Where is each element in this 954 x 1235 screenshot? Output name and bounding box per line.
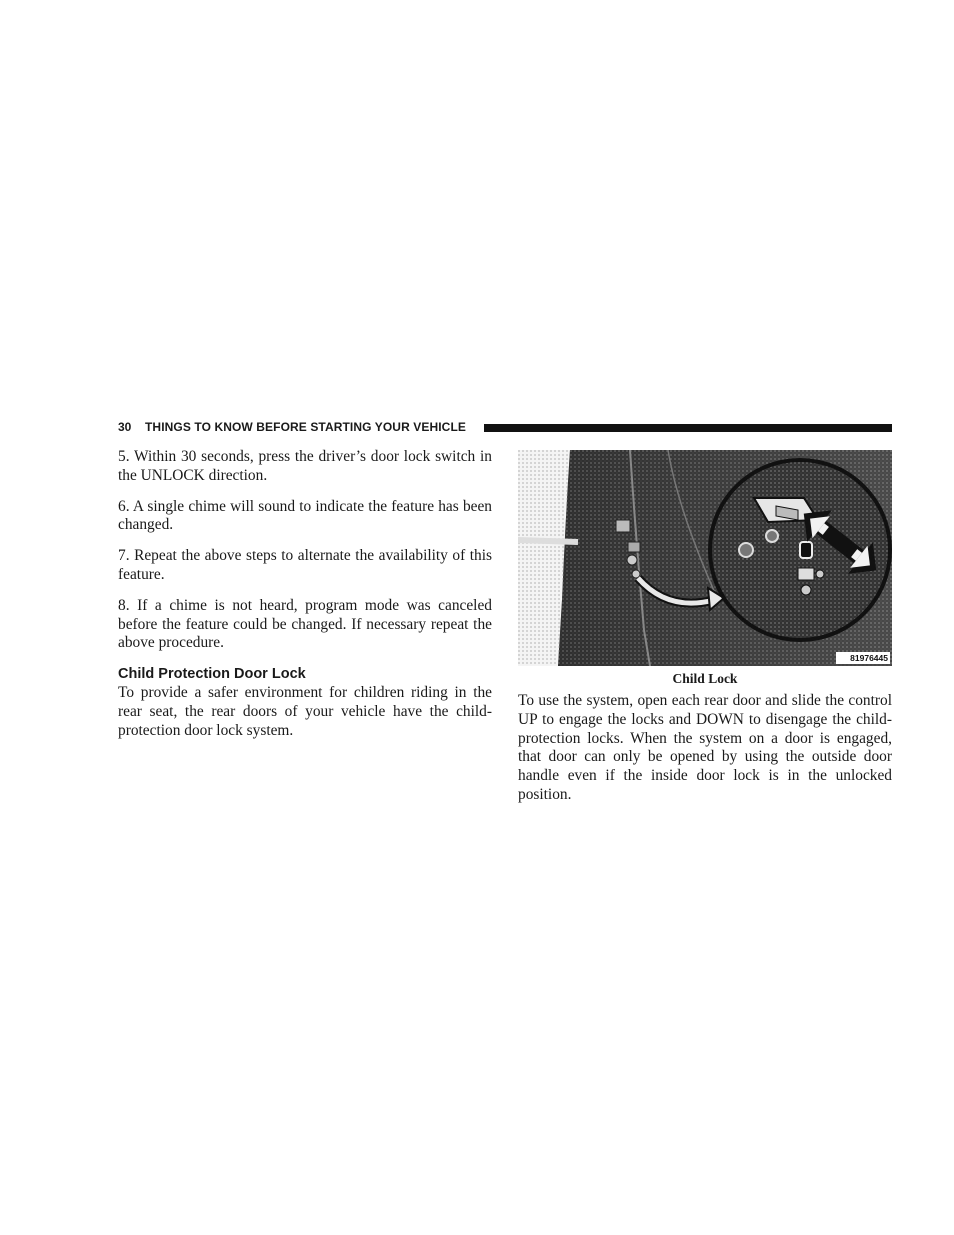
step-6: 6. A single chime will sound to indicate the feature has been changed. [118, 497, 492, 534]
step-8: 8. If a chime is not heard, program mode was canceled before the feature could be changed. If necessary repeat the above procedure. [118, 596, 492, 652]
section-heading: Child Protection Door Lock [118, 666, 306, 683]
header-rule-bar [484, 424, 892, 432]
step-7: 7. Repeat the above steps to alternate the availability of this feature. [118, 547, 492, 583]
running-header [118, 419, 892, 437]
step-5: 5. Within 30 seconds, press the driver’s door lock switch in the UNLOCK direction. [118, 448, 492, 484]
right-body-paragraph: To use the system, open each rear door and slide the control UP to engage the locks and DOWN to disengage the child-protection locks. When the system on a door is engaged, that door can only be opened by using the outside door handle even if the inside door lock is in the unlocked position. [518, 692, 892, 803]
figure-caption: Child Lock [672, 671, 738, 686]
right-column [518, 450, 892, 817]
image-code: 81976445 [850, 653, 888, 663]
chapter-title: THINGS TO KNOW BEFORE STARTING YOUR VEHICLE [145, 420, 466, 434]
left-column [118, 448, 492, 753]
child-lock-illustration [518, 450, 892, 666]
illustration-drawing [518, 450, 892, 666]
section-intro: To provide a safer environment for children riding in the rear seat, the rear doors of your vehicle have the child-protection door lock system. [118, 684, 492, 739]
page-number: 30 [118, 420, 132, 434]
